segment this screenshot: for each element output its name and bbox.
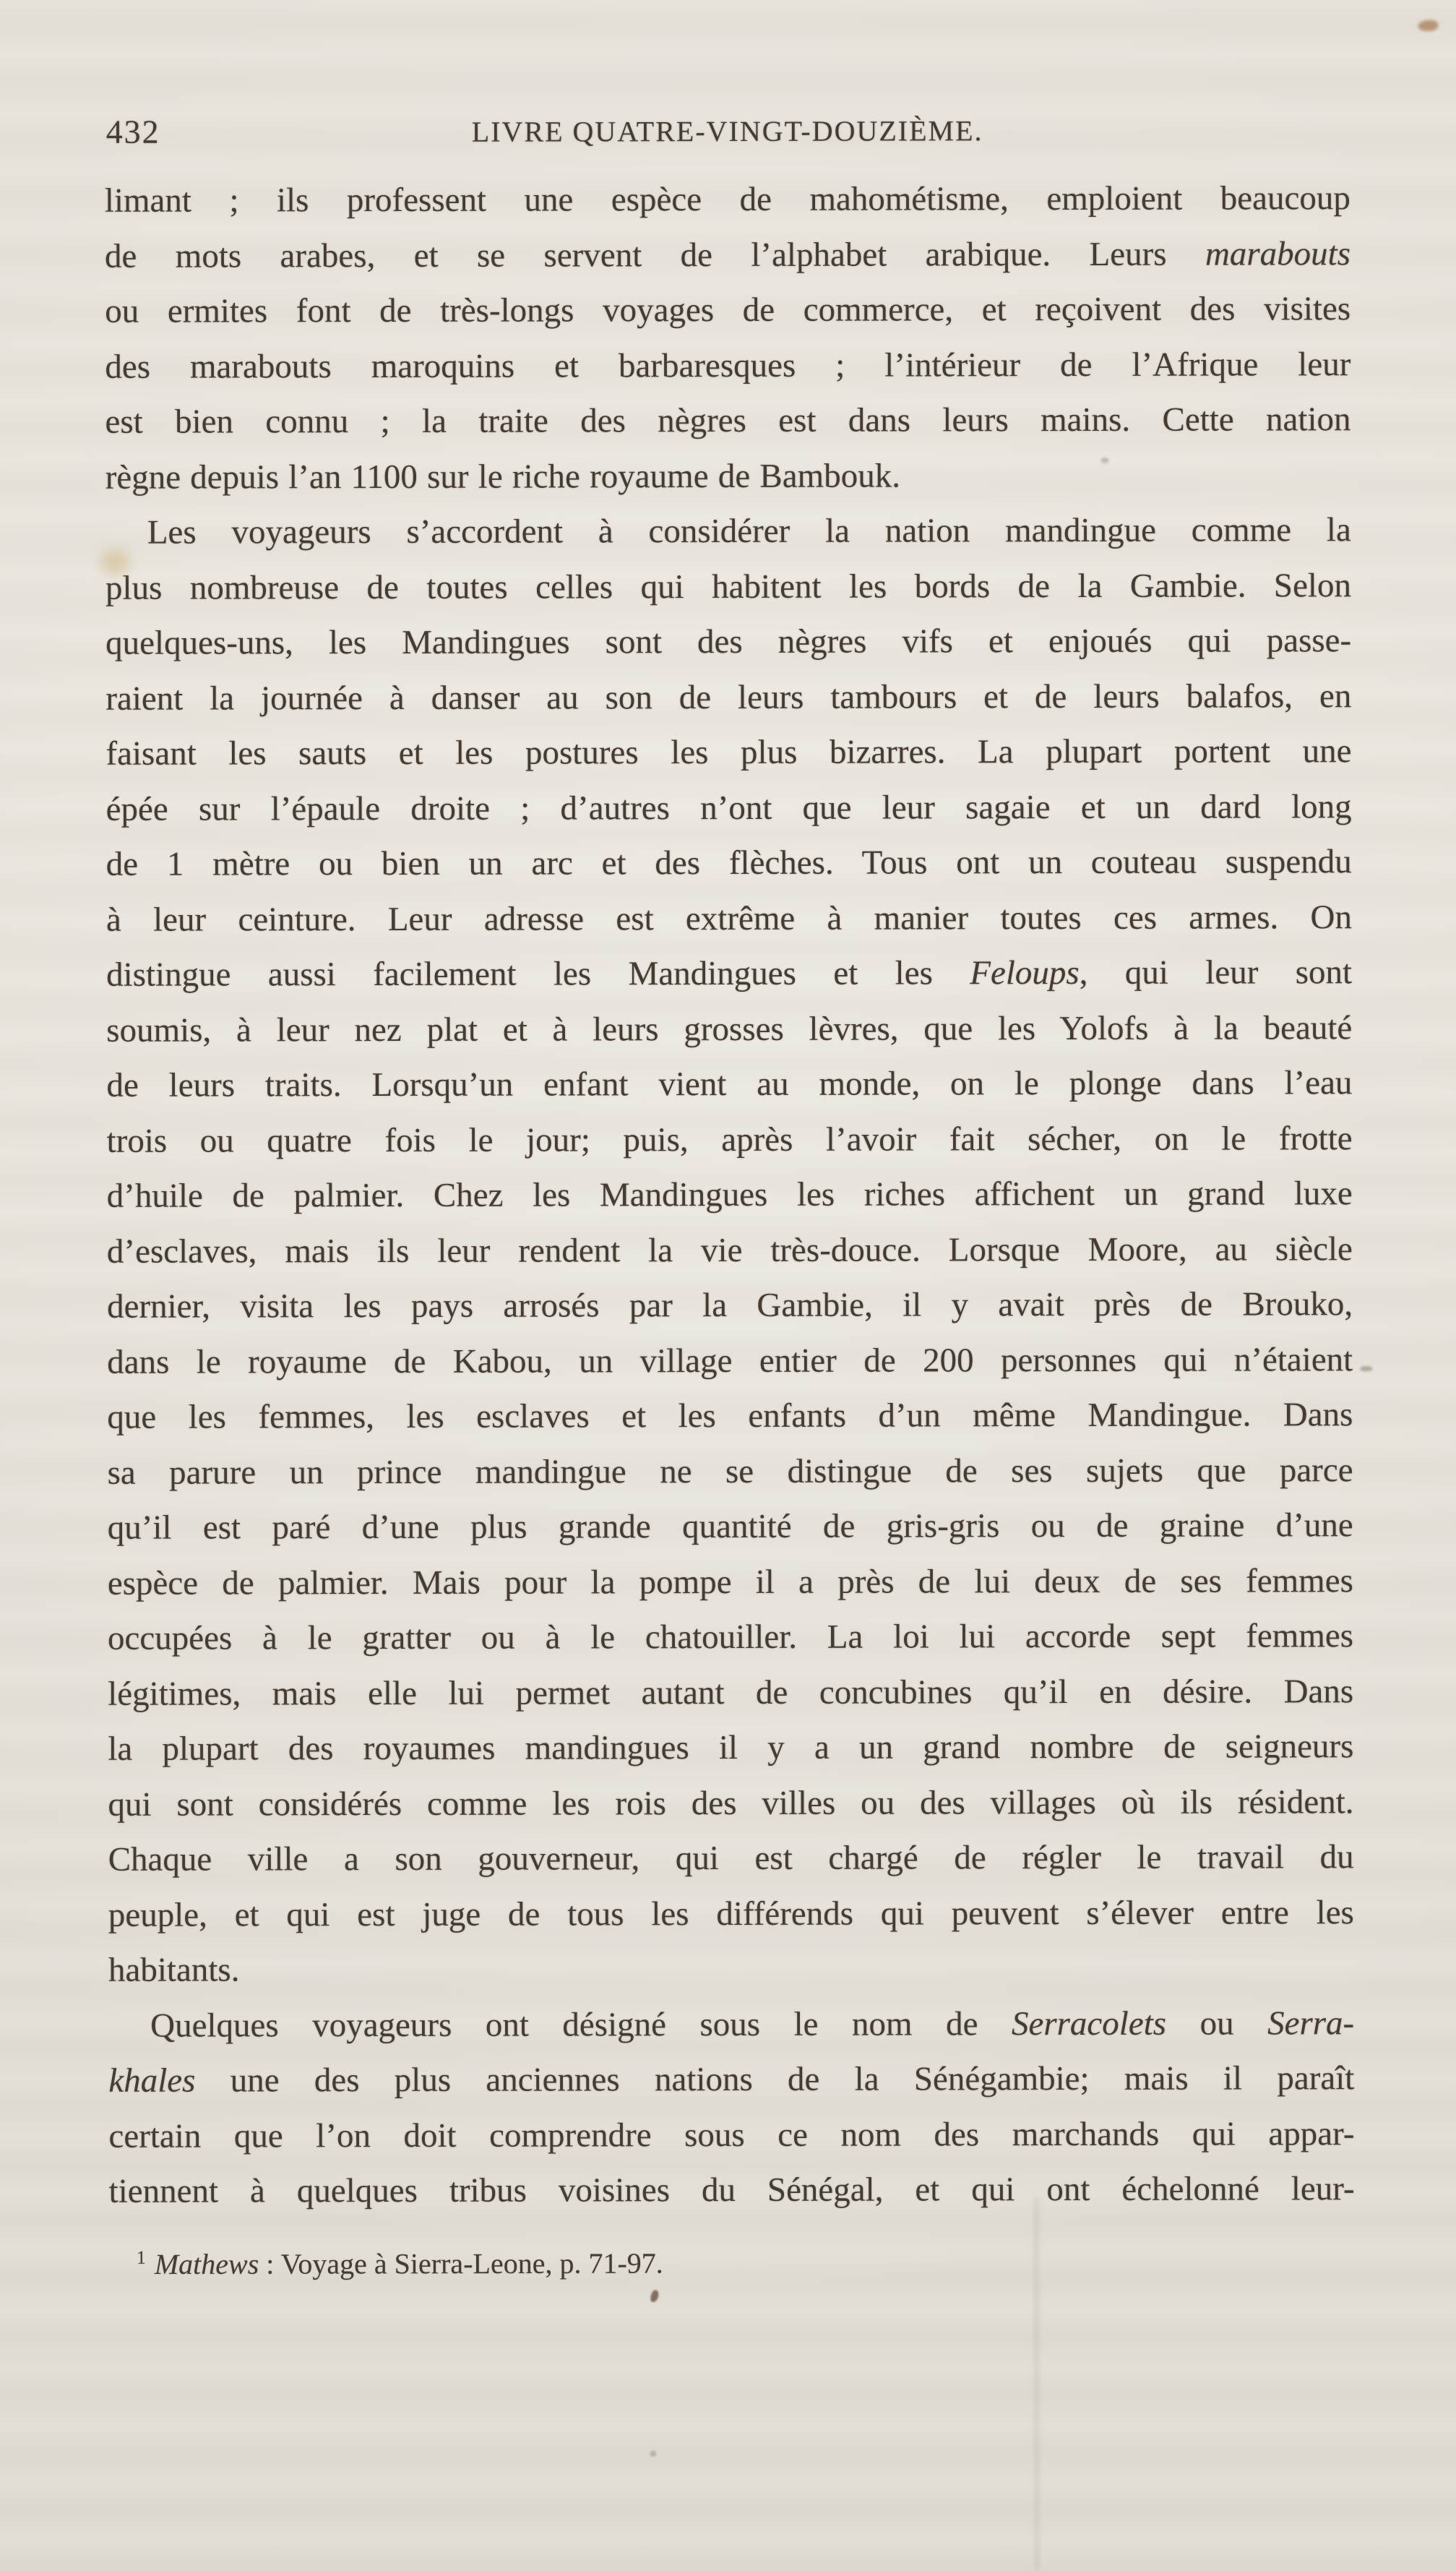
text-line: des marabouts maroquins et barbaresques ; l’intérieur de l’Afrique leur [105, 345, 1351, 386]
text-line: dans le royaume de Kabou, un village entier de 200 personnes qui n’étaient [107, 1340, 1353, 1381]
text-line: trois ou quatre fois le jour; puis, après l’avoir fait sécher, on le frotte [106, 1119, 1353, 1160]
text-line: la plupart des royaumes mandingues il y a un grand nombre de seigneurs [108, 1727, 1354, 1768]
text-line: faisant les sauts et les postures les plus bizarres. La plupart portent une [105, 732, 1352, 773]
text-line: habitants. [108, 1951, 240, 1989]
text-line: épée sur l’épaule droite ; d’autres n’ont que leur sagaie et un dard long [105, 787, 1352, 828]
text-line: d’huile de palmier. Chez les Mandingues les riches affichent un grand luxe [106, 1175, 1353, 1215]
text-line: espèce de palmier. Mais pour la pompe il a près de lui deux de ses femmes [107, 1561, 1353, 1602]
text-line: occupées à le gratter ou à le chatouiller. La loi lui accorde sept femmes [107, 1617, 1354, 1657]
running-title: LIVRE QUATRE-VINGT-DOUZIÈME. [471, 114, 983, 148]
text-line: de 1 mètre ou bien un arc et des flèches. Tous ont un couteau suspendu [105, 843, 1352, 883]
text-line: sa parure un prince mandingue ne se distingue de ses sujets que parce [107, 1451, 1353, 1492]
text-line: de leurs traits. Lorsqu’un enfant vient au monde, on le plonge dans l’eau [106, 1064, 1353, 1104]
text-line: d’esclaves, mais ils leur rendent la vie très-douce. Lorsque Moore, au siècle [106, 1229, 1353, 1271]
page-header [105, 107, 1351, 156]
text-line: de mots arabes, et se servent de l’alphabet arabique. Leurs marabouts [104, 234, 1351, 275]
footnote [137, 2236, 1351, 2283]
text-line: qui sont considérés comme les rois des villes ou des villages où ils résident. [108, 1782, 1354, 1824]
footnote-marker: 1 [136, 2246, 146, 2268]
text-line: Quelques voyageurs ont désigné sous le nom de Serracolets ou Serra- [150, 2004, 1355, 2045]
text-line: Les voyageurs s’accordent à considérer la nation mandingue comme la [147, 511, 1351, 551]
text-line: ou ermites font de très-longs voyages de commerce, et reçoivent des visites [105, 290, 1351, 330]
text-line: que les femmes, les esclaves et les enfants d’un même Mandingue. Dans [107, 1396, 1353, 1436]
text-line: légitimes, mais elle lui permet autant de concubines qu’il en désire. Dans [108, 1672, 1354, 1713]
scan-speck-bottom [650, 2450, 656, 2457]
scan-speck-right-margin [1360, 1366, 1372, 1371]
text-line: soumis, à leur nez plat et à leurs grosses lèvres, que les Yolofs à la beauté [106, 1008, 1353, 1050]
text-line: Chaque ville a son gouverneur, qui est chargé de régler le travail du [108, 1838, 1354, 1879]
text-line: khales une des plus anciennes nations de la Sénégambie; mais il paraît [108, 2059, 1355, 2100]
footnote-text: Mathews : Voyage à Sierra-Leone, p. 71-97. [154, 2246, 663, 2280]
text-line: limant ; ils professent une espèce de mahométisme, emploient beaucoup [104, 179, 1351, 220]
text-line: certain que l’on doit comprendre sous ce nom des marchands qui appar- [108, 2114, 1355, 2155]
text-line: dernier, visita les pays arrosés par la Gambie, il y avait près de Brouko, [107, 1285, 1353, 1326]
text-line: à leur ceinture. Leur adresse est extrême à manier toutes ces armes. On [105, 898, 1352, 939]
text-line: raient la journée à danser au son de leurs tambours et de leurs balafos, en [105, 677, 1352, 718]
text-line: plus nombreuse de toutes celles qui habitent les bords de la Gambie. Selon [105, 566, 1352, 607]
text-line: est bien connu ; la traite des nègres est dans leurs mains. Cette nation [105, 400, 1351, 441]
page-number: 432 [105, 113, 160, 150]
text-line: quelques-uns, les Mandingues sont des nègres vifs et enjoués qui passe- [105, 622, 1352, 662]
text-line: distingue aussi facilement les Mandingues et les Feloups, qui leur sont [106, 953, 1353, 994]
text-line: tiennent à quelques tribus voisines du Sénégal, et qui ont échelonné leur- [108, 2170, 1355, 2210]
text-line: peuple, et qui est juge de tous les différends qui peuvent s’élever entre les [108, 1893, 1354, 1934]
text-line: qu’il est paré d’une plus grande quantité de gris-gris ou de graine d’une [107, 1506, 1353, 1547]
text-line: règne depuis l’an 1100 sur le riche royaume de Bambouk. [105, 456, 900, 497]
scan-speck-top-right [1418, 20, 1438, 31]
body-text [105, 171, 1355, 2219]
scan-speck-footnote [650, 2289, 660, 2303]
